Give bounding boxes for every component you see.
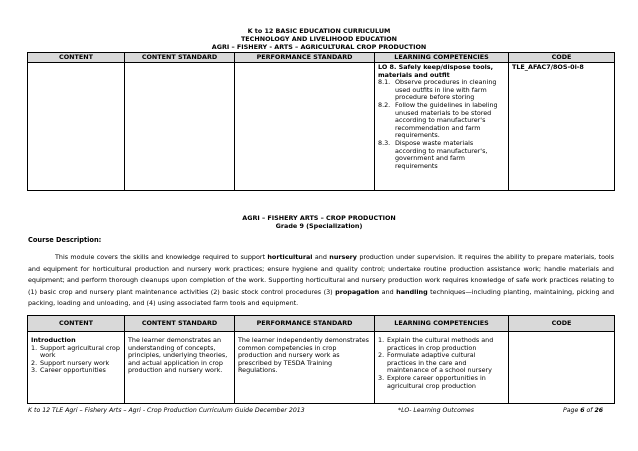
content-standard-cell (125, 63, 235, 191)
table-header-row (28, 316, 615, 332)
header-line-2: TECHNOLOGY AND LIVELIHOOD EDUCATION (240, 35, 398, 43)
list-item: 2. Support nursery work (31, 358, 110, 367)
curriculum-table-1 (27, 52, 615, 191)
col-header-learning-competencies: LEARNING COMPETENCIES (375, 316, 509, 332)
footer-note: *LO- Learning Outcomes (398, 407, 474, 414)
learning-competencies-cell (375, 332, 509, 404)
col-header-content-standard: CONTENT STANDARD (125, 316, 235, 332)
footer-page-number: Page 6 of 26 (563, 407, 604, 414)
content-cell (28, 332, 125, 404)
header-line-1: K to 12 BASIC EDUCATION CURRICULUM (247, 27, 391, 35)
col-header-content: CONTENT (28, 316, 125, 332)
list-item: 1. Support agricultural crop work (31, 343, 120, 360)
list-item: 3. Career opportunities (31, 366, 106, 375)
table-row (28, 332, 615, 404)
content-cell (28, 63, 125, 191)
col-header-code: CODE (509, 53, 615, 63)
course-description-label: Course Description: (28, 236, 102, 244)
list-item: 8.3. Dispose waste materials according to manufacturer's, government and farm requirements (378, 138, 488, 170)
content-title: Introduction (31, 336, 76, 344)
list-item: 1. Explain the cultural methods and practices in crop production (378, 336, 494, 352)
col-header-performance-standard: PERFORMANCE STANDARD (235, 53, 375, 63)
table-header-row (28, 53, 615, 63)
section-title: AGRI – FISHERY ARTS – CROP PRODUCTION (242, 214, 396, 222)
code-cell (509, 332, 615, 404)
content-list (31, 345, 121, 375)
code-cell: TLE_AFAC7/8OS-0i-8 (509, 63, 615, 191)
section-subtitle: Grade 9 (Specialization) (275, 222, 363, 230)
competency-list (378, 79, 505, 170)
col-header-content-standard: CONTENT STANDARD (125, 53, 235, 63)
list-item: 8.2. Follow the guidelines in labeling unused materials to be stored according to manufacturer's recommendation and farm requirements. (378, 100, 498, 140)
footer-guide-title: K to 12 TLE Agri – Fishery Arts – Agri - Crop Production Curriculum Guide December 2013 (28, 407, 305, 414)
competency-list (378, 337, 505, 390)
performance-standard-cell: The learner independently demonstrates common competencies in crop production and nursery work as prescribed by TESDA Training Regulations. (235, 332, 375, 404)
col-header-learning-competencies: LEARNING COMPETENCIES (375, 53, 509, 63)
header-line-3: AGRI – FISHERY - ARTS – AGRICULTURAL CROP PRODUCTION (211, 43, 427, 51)
col-header-performance-standard: PERFORMANCE STANDARD (235, 316, 375, 332)
list-item: 8.1. Observe procedures in cleaning used outfits in line with farm procedure before storing (378, 78, 497, 102)
col-header-code: CODE (509, 316, 615, 332)
performance-standard-cell (235, 63, 375, 191)
col-header-content: CONTENT (28, 53, 125, 63)
curriculum-table-2 (27, 315, 615, 404)
learning-competencies-cell (375, 63, 509, 191)
list-item: 2. Formulate adaptive cultural practices in the care and maintenance of a school nursery (378, 351, 492, 375)
course-description-text: This module covers the skills and knowledge required to support horticultural and nursery production under supervision. It requires the ability to prepare materials, tools and equipment for horticultural production and nursery work practices; ensure hygiene and quality control; undertake routine production assistance work; handle materials and equipment; and perform thorough cleanups upon completion of the work. Supporting horticultural and nursery production work requires knowledge of safe work practices relating to (1) basic crop and nursery plant maintenance activities (2) basic stock control procedures (3) propagation and handling techniques—including planting, maintaining, picking and packing, loading and unloading, and (4) using associated farm tools and equipment. (28, 253, 614, 308)
list-item: 3. Explore career opportunities in agricultural crop production (378, 373, 486, 390)
table-row (28, 63, 615, 191)
lo-title: LO 8. Safely keep/dispose tools, materials and outfit (378, 63, 494, 79)
content-standard-cell: The learner demonstrates an understanding of concepts, principles, underlying theories, and actual application in crop production and nursery work. (125, 332, 235, 404)
